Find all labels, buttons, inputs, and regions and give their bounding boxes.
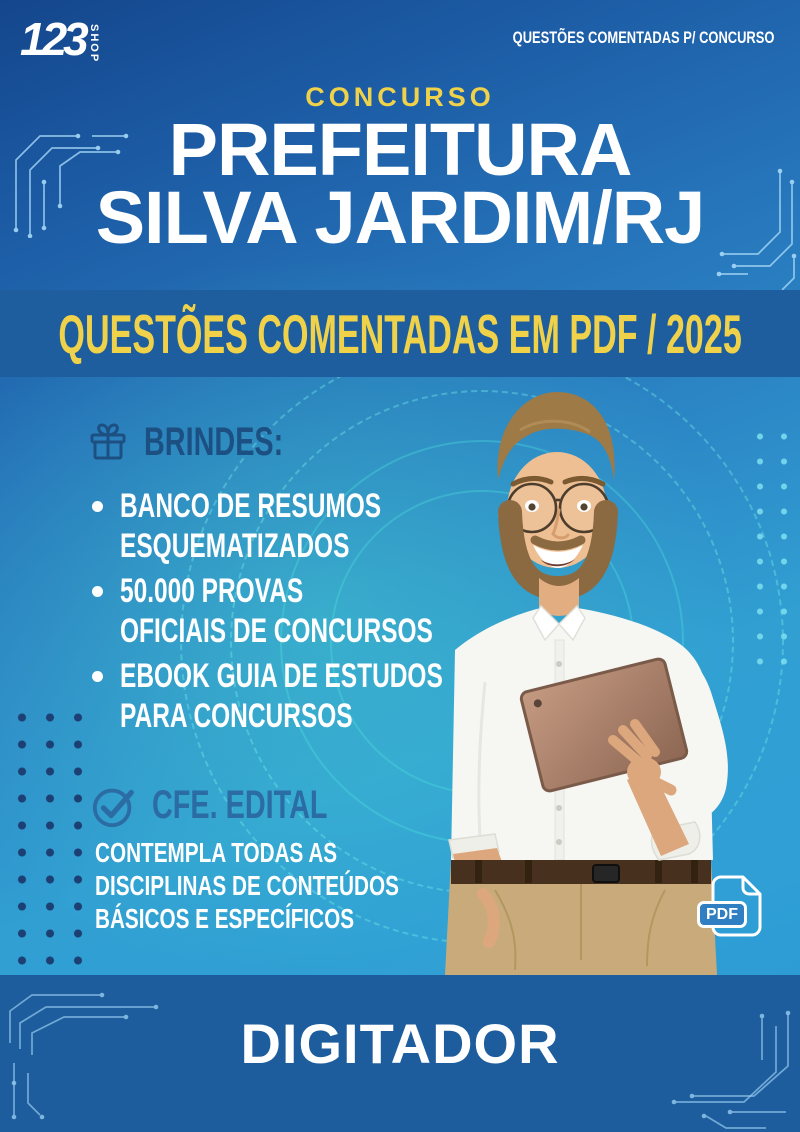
header-tagline: QUESTÕES COMENTADAS P/ CONCURSO [512, 28, 774, 47]
bullet-dot [92, 671, 103, 682]
banner-strip [0, 290, 800, 377]
title-line-1: PREFEITURA [168, 108, 632, 191]
item-line: ESQUEMATIZADOS [120, 527, 350, 565]
kicker-label: CONCURSO [305, 82, 495, 112]
page-title [0, 108, 800, 259]
edital-section-heading [90, 780, 396, 830]
brindes-section-heading [86, 420, 337, 465]
dot-grid-left [8, 704, 92, 978]
pdf-label: PDF [697, 901, 747, 928]
banner-text: QUESTÕES COMENTADAS EM PDF / 2025 [58, 302, 742, 365]
item-line: 50.000 PROVAS [120, 572, 304, 610]
brand-logo [20, 13, 100, 65]
edital-line: CONTEMPLA TODAS AS [95, 837, 338, 868]
item-line: EBOOK GUIA DE ESTUDOS [120, 657, 443, 695]
item-line: BANCO DE RESUMOS [120, 487, 382, 525]
item-line: PARA CONCURSOS [120, 697, 353, 735]
pdf-file-icon [706, 874, 768, 938]
item-line: OFICIAIS DE CONCURSOS [120, 612, 433, 650]
bullet-dot [92, 501, 103, 512]
footer-role-text: DIGITADOR [240, 1012, 560, 1075]
gift-icon [86, 421, 130, 465]
title-line-2: SILVA JARDIM/RJ [95, 176, 705, 259]
edital-line: DISCIPLINAS DE CONTEÚDOS [95, 870, 399, 901]
logo-shop-text: SHOP [87, 24, 100, 64]
bullet-dot [92, 586, 103, 597]
footer-band [0, 975, 800, 1132]
brindes-heading: BRINDES: [144, 420, 284, 464]
check-circle-icon [90, 780, 138, 830]
edital-line: BÁSICOS E ESPECÍFICOS [95, 903, 355, 934]
logo-number: 123 [20, 13, 85, 65]
edital-heading: CFE. EDITAL [152, 782, 328, 827]
